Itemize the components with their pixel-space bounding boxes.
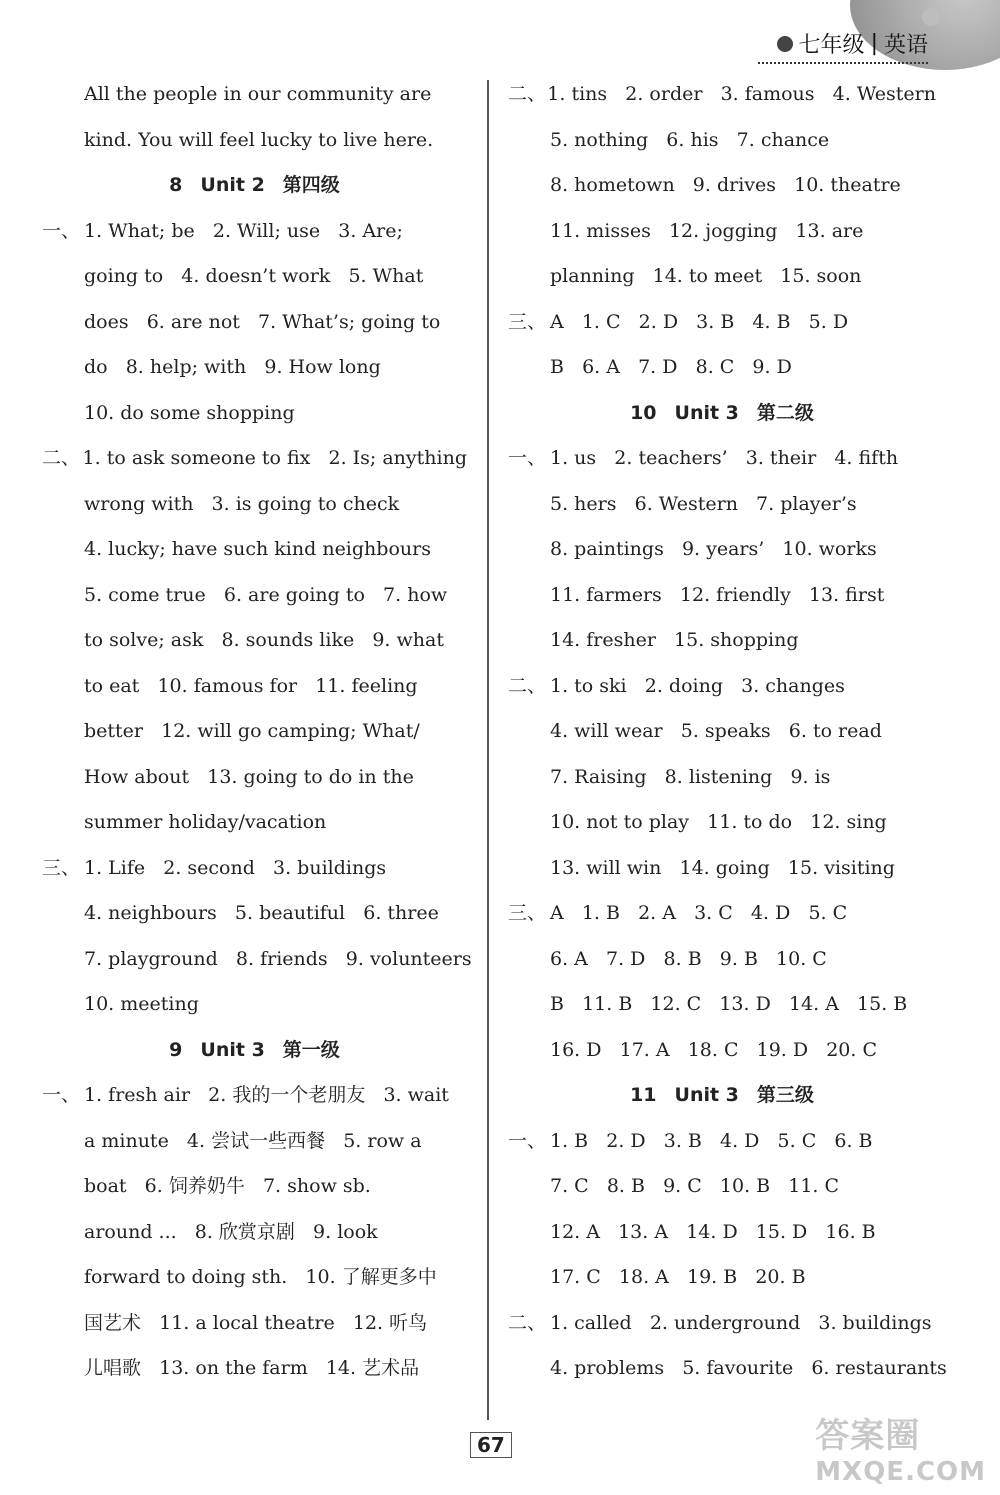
answer-line <box>508 982 936 1028</box>
answer-text: 10. do some shopping <box>84 401 295 424</box>
answer-text: 1. to ski 2. doing 3. changes <box>550 674 845 697</box>
answer-text: 5. nothing 6. his 7. chance <box>550 128 830 151</box>
section-marker: 一、 <box>42 1084 81 1106</box>
heading-level: 第三级 <box>756 1084 814 1106</box>
answer-line <box>42 527 467 573</box>
answer-text: 4. will wear 5. speaks 6. to read <box>550 720 882 742</box>
answer-line <box>508 800 936 846</box>
answer-line <box>42 709 467 755</box>
section-marker: 三、 <box>42 856 81 879</box>
section-marker: 二、 <box>42 447 81 469</box>
heading-unit: Unit 3 <box>674 1084 739 1106</box>
answer-line <box>42 891 467 937</box>
heading-unit: Unit 3 <box>674 401 739 424</box>
answer-text: boat 6. 饲养奶牛 7. show sb. <box>84 1175 371 1197</box>
answer-text: does 6. are not 7. What’s; going to <box>84 310 441 333</box>
section-marker: 二、 <box>508 83 547 105</box>
answer-text: to solve; ask 8. sounds like 9. what <box>84 629 444 651</box>
answer-line <box>42 436 467 482</box>
answer-line <box>42 755 467 801</box>
bullet-icon <box>777 36 793 52</box>
answer-line <box>508 709 936 755</box>
answer-line <box>508 1346 947 1392</box>
answer-line <box>508 664 936 710</box>
answer-line <box>42 72 467 118</box>
answer-line <box>508 163 936 209</box>
answer-text: 11. misses 12. jogging 13. are <box>550 219 864 242</box>
answer-text: 1. fresh air 2. 我的一个老朋友 3. wait <box>84 1084 449 1106</box>
answer-line <box>508 937 936 983</box>
header-separator: | <box>870 31 878 56</box>
answer-line <box>42 1210 467 1256</box>
answer-line <box>42 1346 467 1392</box>
answer-line <box>42 664 467 710</box>
answer-line <box>42 118 467 164</box>
page-header <box>777 28 928 59</box>
answer-line <box>508 254 936 300</box>
answer-line <box>508 1255 936 1301</box>
answer-line <box>508 72 936 118</box>
column-divider <box>487 80 489 1420</box>
answer-line <box>508 618 936 664</box>
section-heading <box>508 1073 936 1119</box>
answer-text: wrong with 3. is going to check <box>84 492 400 515</box>
answer-text: All the people in our community are <box>84 83 432 105</box>
answer-text: 7. Raising 8. listening 9. is <box>550 765 831 788</box>
answer-text: 4. neighbours 5. beautiful 6. three <box>84 902 439 924</box>
answer-line <box>42 254 467 300</box>
heading-level: 第四级 <box>282 174 340 196</box>
answer-text: 国艺术 11. a local theatre 12. 听鸟 <box>84 1311 428 1334</box>
answer-text: a minute 4. 尝试一些西餐 5. row a <box>84 1129 422 1152</box>
answer-line <box>508 1119 936 1165</box>
answer-line <box>508 482 936 528</box>
answer-text: How about 13. going to do in the <box>84 765 414 788</box>
answer-line <box>42 1119 467 1165</box>
heading-no: 11 <box>630 1084 657 1106</box>
answer-text: 儿唱歌 13. on the farm 14. 艺术品 <box>84 1357 420 1379</box>
answer-text: around ... 8. 欣赏京剧 9. look <box>84 1220 378 1243</box>
answer-line <box>42 573 467 619</box>
answer-text: 1. Life 2. second 3. buildings <box>84 856 387 879</box>
answer-text: to eat 10. famous for 11. feeling <box>84 674 418 697</box>
header-grade: 七年级 <box>798 33 865 58</box>
answer-line <box>508 846 936 892</box>
section-heading <box>508 391 936 437</box>
section-marker: 三、 <box>508 310 547 333</box>
section-marker: 二、 <box>508 1311 547 1334</box>
answer-text: summer holiday/vacation <box>84 811 327 833</box>
header-subject: 英语 <box>883 33 928 58</box>
answer-text: 10. meeting <box>84 993 199 1015</box>
answer-text: 10. not to play 11. to do 12. sing <box>550 811 887 833</box>
page-number: 67 <box>470 1432 512 1458</box>
heading-unit: Unit 3 <box>200 1038 265 1061</box>
answer-text: 8. paintings 9. years’ 10. works <box>550 538 877 560</box>
answer-text: 14. fresher 15. shopping <box>550 629 799 651</box>
answer-text: 5. hers 6. Western 7. player’s <box>550 492 857 515</box>
heading-level: 第二级 <box>756 401 814 424</box>
answer-text: 4. lucky; have such kind neighbours <box>84 538 431 560</box>
answer-text: 1. called 2. underground 3. buildings <box>550 1311 932 1334</box>
answer-line <box>42 1073 467 1119</box>
heading-unit: Unit 2 <box>200 174 265 196</box>
answer-text: A 1. B 2. A 3. C 4. D 5. C <box>550 902 848 924</box>
corner-decoration-dot <box>922 8 940 26</box>
answer-text: 1. What; be 2. Will; use 3. Are; <box>84 219 403 242</box>
answer-line <box>508 1028 936 1074</box>
answer-line <box>42 1164 467 1210</box>
answer-line <box>42 982 467 1028</box>
section-heading <box>42 163 467 209</box>
answer-text: planning 14. to meet 15. soon <box>550 265 862 287</box>
answer-text: 1. tins 2. order 3. famous 4. Western <box>547 83 936 105</box>
heading-no: 8 <box>169 174 183 196</box>
heading-no: 10 <box>630 401 657 424</box>
answer-line <box>42 1255 467 1301</box>
answer-text: A 1. C 2. D 3. B 4. B 5. D <box>550 310 849 333</box>
answer-text: 5. come true 6. are going to 7. how <box>84 583 448 606</box>
section-marker: 一、 <box>508 447 547 469</box>
answer-text: 1. to ask someone to fix 2. Is; anything <box>82 447 467 469</box>
answer-line <box>508 1164 936 1210</box>
answer-line <box>508 1301 936 1347</box>
answer-line <box>508 209 936 255</box>
answer-text: forward to doing sth. 10. 了解更多中 <box>84 1266 437 1288</box>
left-column <box>42 72 472 1392</box>
answer-line <box>42 391 467 437</box>
answer-line <box>42 300 467 346</box>
answer-line <box>508 300 936 346</box>
answer-text: better 12. will go camping; What/ <box>84 720 420 742</box>
right-column <box>508 72 947 1392</box>
section-marker: 一、 <box>508 1129 547 1152</box>
answer-text: B 11. B 12. C 13. D 14. A 15. B <box>550 993 908 1015</box>
answer-text: 16. D 17. A 18. C 19. D 20. C <box>550 1038 878 1061</box>
answer-line <box>508 1210 936 1256</box>
heading-level: 第一级 <box>282 1038 340 1061</box>
answer-text: 17. C 18. A 19. B 20. B <box>550 1266 806 1288</box>
answer-text: going to 4. doesn’t work 5. What <box>84 265 424 287</box>
answer-text: 7. playground 8. friends 9. volunteers <box>84 947 472 970</box>
answer-text: 1. us 2. teachers’ 3. their 4. fifth <box>550 447 899 469</box>
answer-text: 8. hometown 9. drives 10. theatre <box>550 174 901 196</box>
answer-text: 1. B 2. D 3. B 4. D 5. C 6. B <box>550 1129 873 1152</box>
answer-line <box>42 618 467 664</box>
answer-line <box>42 846 467 892</box>
heading-no: 9 <box>169 1038 183 1061</box>
answer-line <box>42 209 467 255</box>
answer-text: 13. will win 14. going 15. visiting <box>550 856 895 879</box>
answer-text: kind. You will feel lucky to live here. <box>84 128 434 151</box>
answer-line <box>42 800 467 846</box>
section-marker: 二、 <box>508 674 547 697</box>
answer-line <box>42 937 472 983</box>
answer-line <box>42 1301 467 1347</box>
answer-line <box>508 891 936 937</box>
answer-text: 7. C 8. B 9. C 10. B 11. C <box>550 1175 840 1197</box>
answer-text: do 8. help; with 9. How long <box>84 356 381 378</box>
watermark <box>815 1408 986 1487</box>
watermark-top: 答案圈 <box>815 1416 921 1456</box>
section-marker: 一、 <box>42 219 81 242</box>
answer-line <box>508 118 936 164</box>
answer-line <box>42 482 467 528</box>
answer-text: 4. problems 5. favourite 6. restaurants <box>550 1357 947 1379</box>
answer-line <box>508 527 936 573</box>
answer-line <box>42 345 467 391</box>
answer-text: 11. farmers 12. friendly 13. first <box>550 583 885 606</box>
answer-text: 6. A 7. D 8. B 9. B 10. C <box>550 947 827 970</box>
section-heading <box>42 1028 467 1074</box>
answer-text: B 6. A 7. D 8. C 9. D <box>550 356 792 378</box>
section-marker: 三、 <box>508 902 547 924</box>
watermark-bottom: MXQE.COM <box>815 1457 986 1487</box>
answer-text: 12. A 13. A 14. D 15. D 16. B <box>550 1220 876 1243</box>
answer-line <box>508 573 936 619</box>
answer-line <box>508 345 936 391</box>
answer-line <box>508 755 936 801</box>
answer-line <box>508 436 936 482</box>
header-underline <box>758 62 928 64</box>
